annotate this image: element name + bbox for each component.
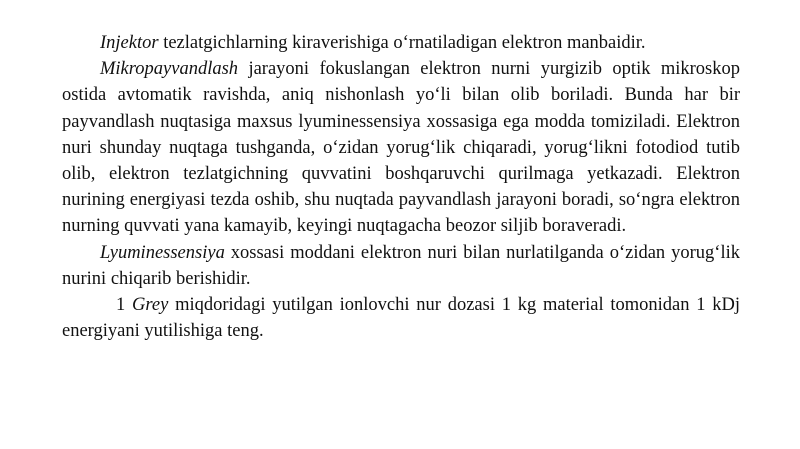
paragraph-grey bbox=[62, 292, 740, 344]
paragraph-lyuminessensiya bbox=[62, 240, 740, 292]
term-mikropayvandlash: Mikropayvandlash bbox=[100, 59, 239, 80]
term-grey: Grey bbox=[132, 295, 169, 316]
paragraph-injektor bbox=[62, 30, 740, 56]
term-lyuminessensiya: Lyuminessensiya bbox=[100, 242, 225, 263]
grey-quantity-prefix: 1 bbox=[116, 295, 133, 316]
definition-grey: miqdoridagi yutilgan ionlovchi nur dozasi 1 kg material tomonidan 1 kDj energiyani yutilishiga teng. bbox=[62, 295, 740, 342]
term-injektor: Injektor bbox=[100, 33, 159, 53]
paragraph-mikropayvandlash bbox=[62, 56, 740, 239]
document-page bbox=[62, 30, 740, 344]
definition-injektor: tezlatgichlarning kiraverishiga o‘rnatiladigan elektron manbaidir. bbox=[158, 33, 646, 53]
definition-lyuminessensiya: xossasi moddani elektron nuri bilan nurlatilganda o‘zidan yorug‘lik nurini chiqarib berishidir. bbox=[62, 242, 740, 289]
definition-mikropayvandlash: jarayoni fokuslangan elektron nurni yurgizib optik mikroskop ostida avtomatik ravishda, aniq nishonlash yo‘li bilan olib boriladi. Bunda har bir payvandlash nuqtasiga maxsus lyuminessensiya xossasiga ega modda tomiziladi. Elektron nuri shunday nuqtaga tushganda, o‘zidan yorug‘lik chiqaradi, yorug‘likni fotodiod tutib olib, elektron tezlatgichning quvvatini boshqaruvchi qurilmaga yetkazadi. Elektron nurining energiyasi tezda oshib, shu nuqtada payvandlash jarayoni boradi, so‘ngra elektron nurning quvvati yana kamayib, keyingi nuqtagacha beozor siljib boraveradi. bbox=[62, 59, 740, 237]
